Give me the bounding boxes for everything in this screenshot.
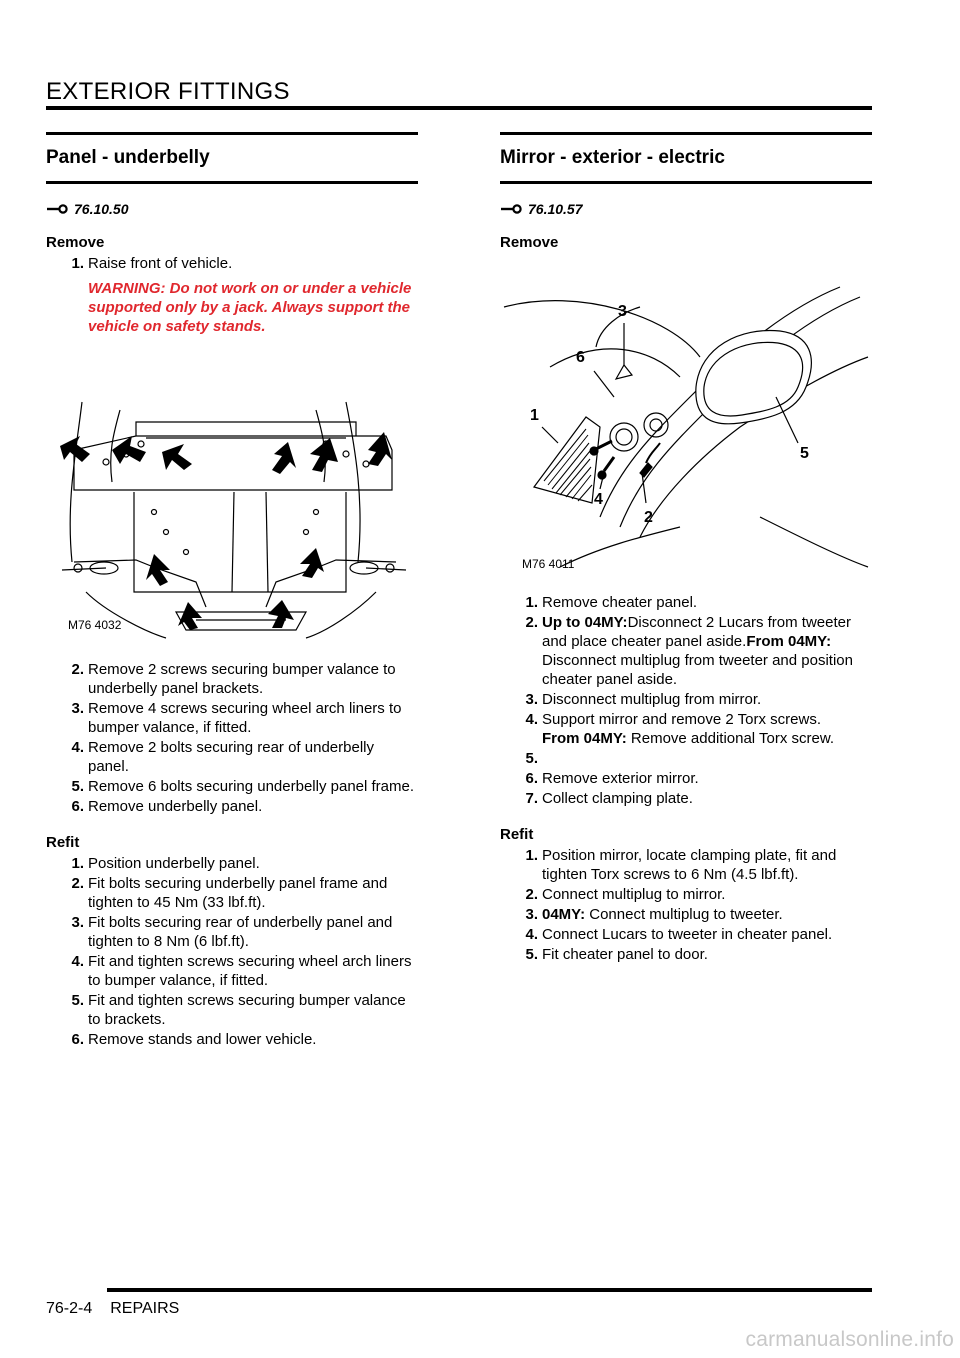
operation-reference — [46, 198, 418, 220]
header-rule — [46, 106, 872, 110]
list-item — [500, 710, 872, 748]
step-qualifier: From 04MY: — [746, 633, 832, 650]
step-text: Connect Lucars to tweeter in cheater panel. — [542, 926, 833, 943]
page-number: 76-2-4 — [46, 1300, 93, 1317]
list-item — [46, 797, 418, 816]
step-text — [542, 710, 872, 748]
operation-reference — [500, 198, 872, 220]
list-item — [500, 593, 872, 612]
step-number: 4. — [525, 926, 538, 943]
callout-5: 5 — [800, 445, 809, 462]
step-number: 4. — [525, 711, 538, 728]
callout-2: 2 — [644, 509, 653, 526]
list-item — [500, 769, 872, 788]
step-text — [542, 749, 872, 768]
step-text: Fit bolts securing underbelly panel frame and tighten to 45 Nm (33 lbf.ft). — [88, 875, 388, 911]
step-text: Remove exterior mirror. — [542, 770, 699, 787]
step-text: Connect multiplug to mirror. — [542, 886, 726, 903]
step-number: 5. — [525, 750, 538, 767]
step-number: 7. — [525, 790, 538, 807]
step-text-part: Connect multiplug to tweeter. — [585, 906, 783, 923]
list-item — [500, 905, 872, 924]
step-text: Remove 2 bolts securing rear of underbelly panel. — [88, 739, 374, 775]
step-text: Position mirror, locate clamping plate, fit and tighten Torx screws to 6 Nm (4.5 lbf.ft). — [542, 847, 837, 883]
step-number: 2. — [525, 886, 538, 903]
step-text: Raise front of vehicle. — [88, 255, 233, 272]
refit-heading: Refit — [500, 826, 534, 843]
step-number: 4. — [71, 739, 84, 756]
step-number: 2. — [71, 661, 84, 678]
remove-steps-list — [46, 660, 418, 816]
step-number: 3. — [525, 906, 538, 923]
step-number: 5. — [71, 778, 84, 795]
step-number: 2. — [525, 614, 538, 631]
list-item — [500, 690, 872, 709]
list-item — [500, 846, 872, 884]
list-item — [46, 854, 418, 873]
step-number: 1. — [525, 594, 538, 611]
figure-label: M76 4011 — [522, 557, 575, 571]
step-text: Remove 4 screws securing wheel arch liners to bumper valance, if fitted. — [88, 700, 402, 736]
step-number: 1. — [71, 855, 84, 872]
section-bottom-rule — [46, 181, 418, 184]
step-text: Remove underbelly panel. — [88, 798, 263, 815]
step-number: 2. — [71, 875, 84, 892]
step-number: 5. — [71, 992, 84, 1009]
step-number: 3. — [71, 914, 84, 931]
list-item — [46, 699, 418, 737]
refit-steps-list — [500, 846, 872, 964]
list-item — [46, 991, 418, 1029]
section-title: Mirror - exterior - electric — [500, 147, 725, 168]
step-number: 6. — [71, 1031, 84, 1048]
step-text: Fit and tighten screws securing wheel arch liners to bumper valance, if fitted. — [88, 953, 412, 989]
operation-number: 76.10.57 — [528, 201, 583, 217]
underbelly-figure — [46, 392, 418, 644]
list-item — [500, 789, 872, 808]
step-text: Disconnect multiplug from mirror. — [542, 691, 762, 708]
step-text: Fit and tighten screws securing bumper valance to brackets. — [88, 992, 406, 1028]
mirror-illustration — [500, 267, 872, 579]
list-item — [500, 613, 872, 689]
spanner-icon — [46, 204, 74, 214]
section-bottom-rule — [500, 181, 872, 184]
step-text — [542, 905, 872, 924]
list-item — [46, 254, 418, 273]
callout-4: 4 — [594, 491, 603, 508]
list-item — [46, 913, 418, 951]
list-item — [500, 885, 872, 904]
step-text: Fit cheater panel to door. — [542, 946, 708, 963]
list-item — [46, 738, 418, 776]
step-text-part: Disconnect multiplug from tweeter and position cheater panel aside. — [542, 652, 853, 688]
remove-steps-list — [500, 593, 872, 808]
step-qualifier: Up to 04MY: — [542, 614, 628, 631]
list-item — [46, 1030, 418, 1049]
callout-3: 3 — [618, 303, 627, 320]
step-text-part: Disconnect 2 Lucars from tweeter and place cheater panel aside. — [542, 614, 851, 650]
footer-rule — [107, 1288, 872, 1292]
page-footer — [46, 1300, 179, 1318]
step-text: Collect clamping plate. — [542, 790, 693, 807]
list-item — [500, 945, 872, 964]
footer-section: REPAIRS — [110, 1300, 180, 1317]
list-item — [46, 952, 418, 990]
step-text: Fit bolts securing rear of underbelly panel and tighten to 8 Nm (6 lbf.ft). — [88, 914, 393, 950]
remove-heading: Remove — [500, 234, 559, 251]
step-number: 6. — [525, 770, 538, 787]
refit-heading: Refit — [46, 834, 80, 851]
section-exterior-mirror — [500, 132, 872, 964]
list-item — [46, 660, 418, 698]
callout-6: 6 — [576, 349, 585, 366]
list-item — [500, 749, 872, 768]
step-qualifier: 04MY: — [542, 906, 586, 923]
underbelly-illustration — [46, 392, 418, 644]
list-item — [46, 777, 418, 796]
step-text: Remove stands and lower vehicle. — [88, 1031, 317, 1048]
step-number: 3. — [71, 700, 84, 717]
step-text: Remove cheater panel. — [542, 594, 698, 611]
figure-label: M76 4032 — [68, 618, 122, 632]
section-underbelly-panel — [46, 132, 418, 1049]
page-header-title: EXTERIOR FITTINGS — [46, 78, 290, 105]
step-text: Remove 2 screws securing bumper valance to underbelly panel brackets. — [88, 661, 396, 697]
step-text: Position underbelly panel. — [88, 855, 260, 872]
refit-steps-list — [46, 854, 418, 1049]
step-qualifier: From 04MY: — [542, 730, 627, 747]
list-item — [46, 874, 418, 912]
safety-warning: WARNING: Do not work on or under a vehicle supported only by a jack. Always support the vehicle on safety stands. — [88, 280, 412, 335]
mirror-figure — [500, 267, 872, 579]
step-text-part: Remove additional Torx screw. — [626, 730, 835, 747]
step-text — [542, 613, 872, 689]
section-top-rule — [46, 132, 418, 135]
section-top-rule — [500, 132, 872, 135]
section-title: Panel - underbelly — [46, 147, 210, 168]
list-item — [500, 925, 872, 944]
remove-heading: Remove — [46, 234, 105, 251]
step-number: 3. — [525, 691, 538, 708]
step-text: Remove 6 bolts securing underbelly panel frame. — [88, 778, 415, 795]
step-number: 4. — [71, 953, 84, 970]
step-text-part: Support mirror and remove 2 Torx screws. — [542, 711, 821, 728]
step-number: 6. — [71, 798, 84, 815]
step-number: 5. — [525, 946, 538, 963]
callout-1: 1 — [530, 407, 539, 424]
step-number: 1. — [525, 847, 538, 864]
spanner-icon — [500, 204, 528, 214]
watermark: carmanualsonline.info — [745, 1328, 954, 1351]
operation-number: 76.10.50 — [74, 201, 129, 217]
step-number: 1. — [71, 255, 84, 272]
